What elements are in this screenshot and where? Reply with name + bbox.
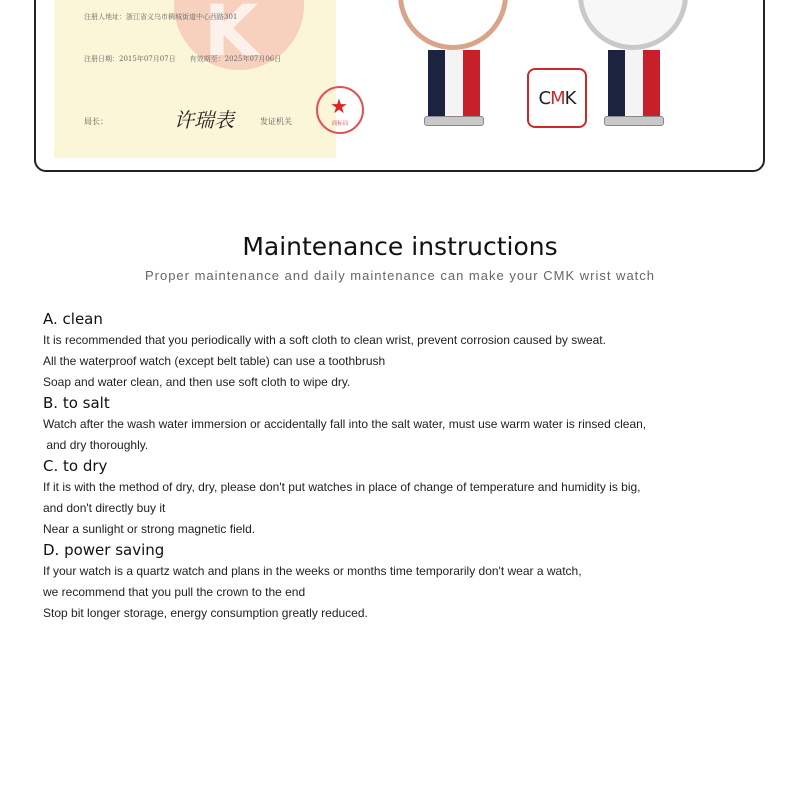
certificate-issuer: 发证机关 <box>260 117 292 126</box>
logo-letter-k: K <box>564 88 576 109</box>
logo-letter-m: M <box>550 88 565 109</box>
section-heading-clean: A. clean <box>43 310 103 328</box>
section-line: It is recommended that you periodically with a soft cloth to clean wrist, prevent corrosion caused by sweat. <box>43 333 606 347</box>
seal-text: 商标局 <box>331 121 349 127</box>
section-heading-salt: B. to salt <box>43 394 110 412</box>
logo-letter-c: C <box>538 88 551 109</box>
section-line: If it is with the method of dry, dry, please don't put watches in place of change of temperature and humidity is big, <box>43 480 641 494</box>
certificate-signature: 许瑞表 <box>174 108 234 132</box>
rose-gold-watch-image <box>398 0 508 130</box>
section-line: Watch after the wash water immersion or accidentally fall into the salt water, must use warm water is rinsed clean, <box>43 417 647 431</box>
section-line: Stop bit longer storage, energy consumption greatly reduced. <box>43 606 368 620</box>
watch-buckle <box>424 116 484 126</box>
section-line: If your watch is a quartz watch and plans in the weeks or months time temporarily don't wear a watch, <box>43 564 582 578</box>
page-subtitle: Proper maintenance and daily maintenance can make your CMK wrist watch <box>144 268 656 283</box>
section-line: we recommend that you pull the crown to the end <box>43 585 306 599</box>
section-line: and dry thoroughly. <box>43 438 149 452</box>
section-line: Soap and water clean, and then use soft cloth to wipe dry. <box>43 375 351 389</box>
section-line: All the waterproof watch (except belt table) can use a toothbrush <box>43 354 386 368</box>
watch-case <box>578 0 688 50</box>
certificate-watermark-letter: K <box>204 0 259 72</box>
watch-case <box>398 0 508 50</box>
watch-strap <box>428 50 480 120</box>
seal-star-icon: ★ <box>330 94 348 118</box>
section-line: Near a sunlight or strong magnetic field. <box>43 522 256 536</box>
silver-watch-image <box>578 0 688 130</box>
section-line: and don't directly buy it <box>43 501 166 515</box>
certificate-seal <box>316 86 364 134</box>
maintenance-sections <box>43 309 763 624</box>
certificate-date-line: 注册日期：2015年07月07日 有效期至：2025年07月06日 <box>84 55 282 63</box>
certificate-address-line: 注册人地址：浙江省义乌市稠城街道中心西路301 <box>84 13 238 21</box>
watch-buckle <box>604 116 664 126</box>
page-title: Maintenance instructions <box>242 232 558 261</box>
section-heading-dry: C. to dry <box>43 457 108 475</box>
watch-strap <box>608 50 660 120</box>
trademark-certificate-image <box>54 0 349 158</box>
certificate-signature-label: 局长： <box>84 117 108 126</box>
section-heading-power-saving: D. power saving <box>43 541 165 559</box>
